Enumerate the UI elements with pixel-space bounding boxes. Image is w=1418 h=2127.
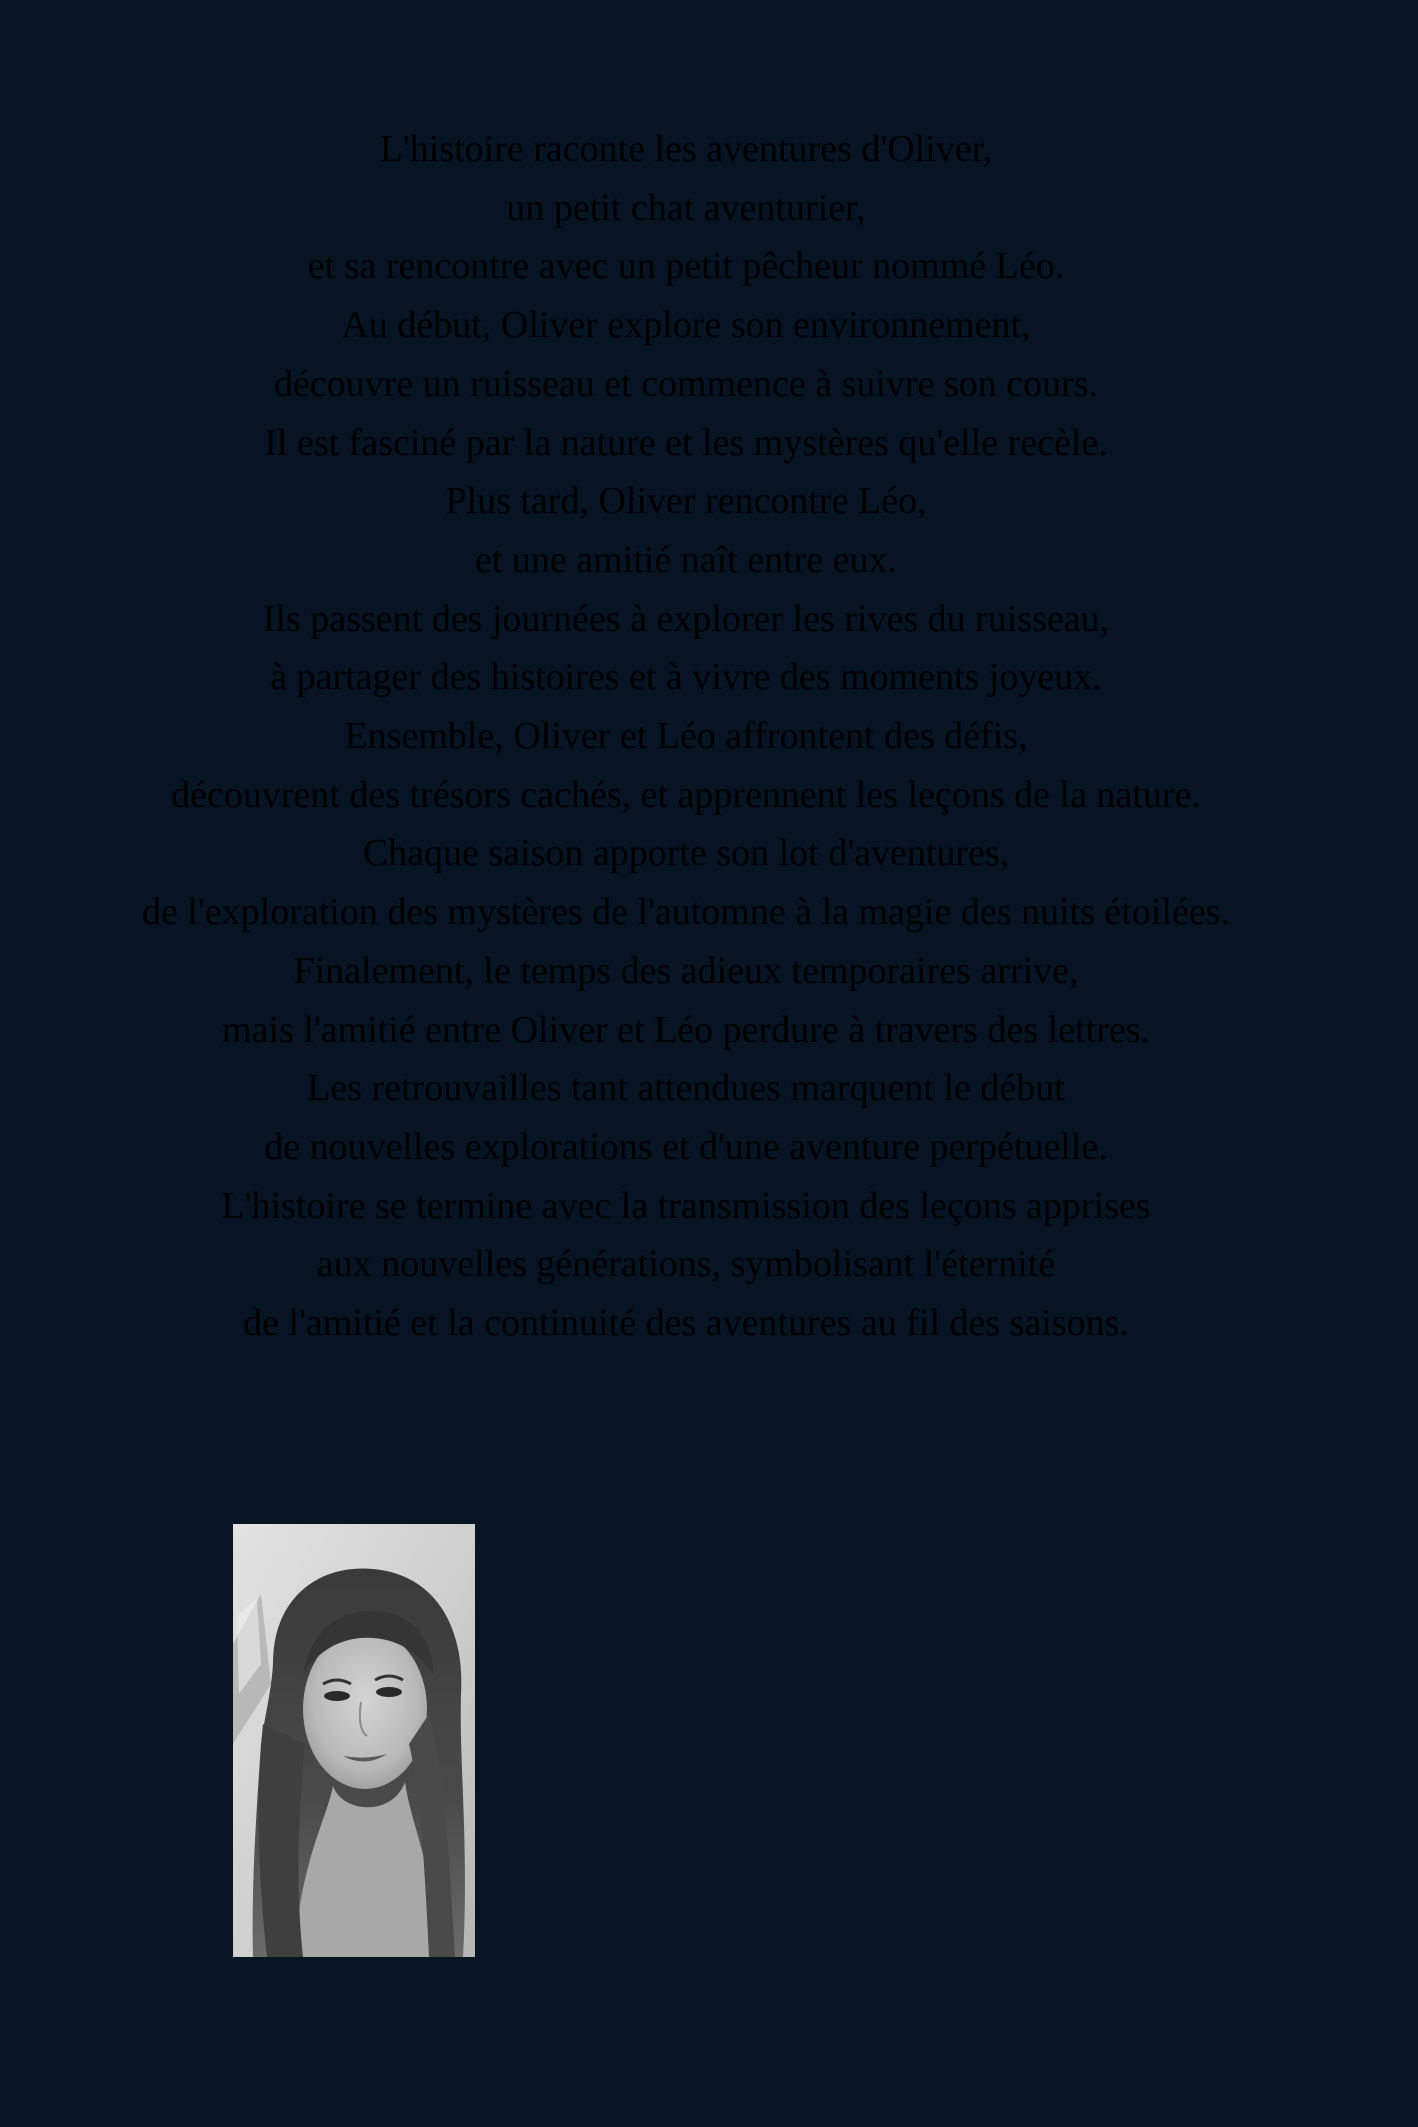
synopsis-line: L'histoire raconte les aventures d'Oliver, [379,128,993,170]
synopsis-line: L'histoire se termine avec la transmission des leçons apprises [221,1184,1151,1227]
synopsis-line: Ils passent des journées à explorer les rives du ruisseau, [262,597,1110,640]
synopsis-line: de nouvelles explorations et d'une aventure perpétuelle. [264,1125,1108,1168]
synopsis-line: un petit chat aventurier, [506,186,866,229]
author-photo [233,1524,475,1957]
synopsis-line: Plus tard, Oliver rencontre Léo, [445,480,927,523]
synopsis-line: Il est fasciné par la nature et les mystères qu'elle recèle. [264,421,1108,464]
synopsis-line: mais l'amitié entre Oliver et Léo perdure à travers des lettres. [222,1008,1150,1051]
synopsis-line: Finalement, le temps des adieux temporaires arrive, [293,949,1079,992]
synopsis-line: et une amitié naît entre eux. [474,538,898,581]
synopsis-line: de l'exploration des mystères de l'automne à la magie des nuits étoilées. [142,891,1230,934]
synopsis-text [0,120,1372,1353]
synopsis-line: à partager des histoires et à vivre des moments joyeux. [270,656,1102,699]
synopsis-line: Les retrouvailles tant attendues marquent le début [307,1067,1065,1110]
synopsis-line: Ensemble, Oliver et Léo affrontent des défis, [344,715,1028,758]
synopsis-line: découvre un ruisseau et commence à suivre son cours. [273,362,1099,405]
synopsis-line: et sa rencontre avec un petit pêcheur nommé Léo. [307,245,1065,288]
synopsis-line: de l'amitié et la continuité des aventures au fil des saisons. [243,1302,1129,1345]
author-portrait-illustration [233,1524,475,1957]
synopsis-line: Au début, Oliver explore son environnement, [341,304,1031,347]
synopsis-line: aux nouvelles générations, symbolisant l'éternité [316,1243,1056,1286]
synopsis-line: Chaque saison apporte son lot d'aventures, [362,832,1010,875]
synopsis-line: découvrent des trésors cachés, et apprennent les leçons de la nature. [171,773,1201,816]
